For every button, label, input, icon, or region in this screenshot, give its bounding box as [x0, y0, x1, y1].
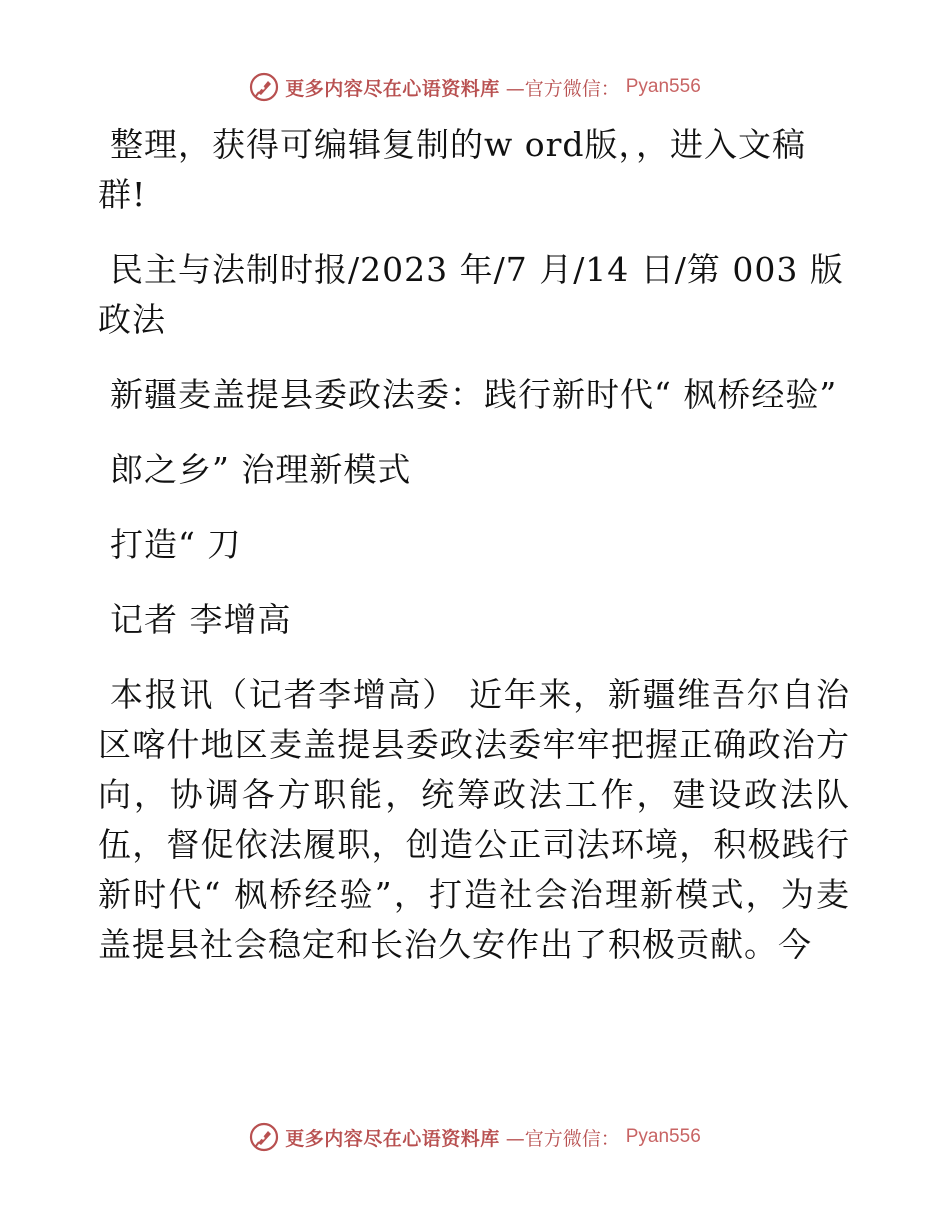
pen-nib-logo-icon [249, 1122, 279, 1152]
watermark-separator: —官方微信： [505, 77, 620, 100]
headline-fragment: 郎之乡” 治理新模式 [110, 450, 412, 489]
source-line: 民主与法制时报/2023 年/7 月/14 日/第 003 版政法 [98, 250, 844, 339]
intro-paragraph: 整理，获得可编辑复制的w ord版，，进入文稿群! [98, 125, 807, 214]
watermark-separator: —官方微信： [505, 1127, 620, 1150]
headline-fragment: 打造“ 刀 [110, 525, 242, 564]
byline: 记者 李增高 [110, 600, 292, 639]
header-watermark [0, 72, 950, 102]
watermark-brand: 更多内容尽在心语资料库 [285, 1127, 500, 1150]
watermark-brand: 更多内容尽在心语资料库 [285, 77, 500, 100]
headline: 新疆麦盖提县委政法委：践行新时代“ 枫桥经验” [110, 375, 838, 414]
watermark-wechat-id: Pyan556 [625, 76, 701, 97]
footer-watermark [0, 1122, 950, 1152]
document-body [98, 120, 850, 995]
watermark-wechat-id: Pyan556 [625, 1126, 701, 1147]
pen-nib-logo-icon [249, 72, 279, 102]
article-body-paragraph: 本报讯（记者李增高） 近年来，新疆维吾尔自治区喀什地区麦盖提县委政法委牢牢把握正确政治方向，协调各方职能，统筹政法工作，建设政法队伍，督促依法履职，创造公正司法环境，积极践行新时代“ 枫桥经验”，打造社会治理新模式，为麦盖提县社会稳定和长治久安作出了积极贡献。今 [98, 675, 850, 964]
